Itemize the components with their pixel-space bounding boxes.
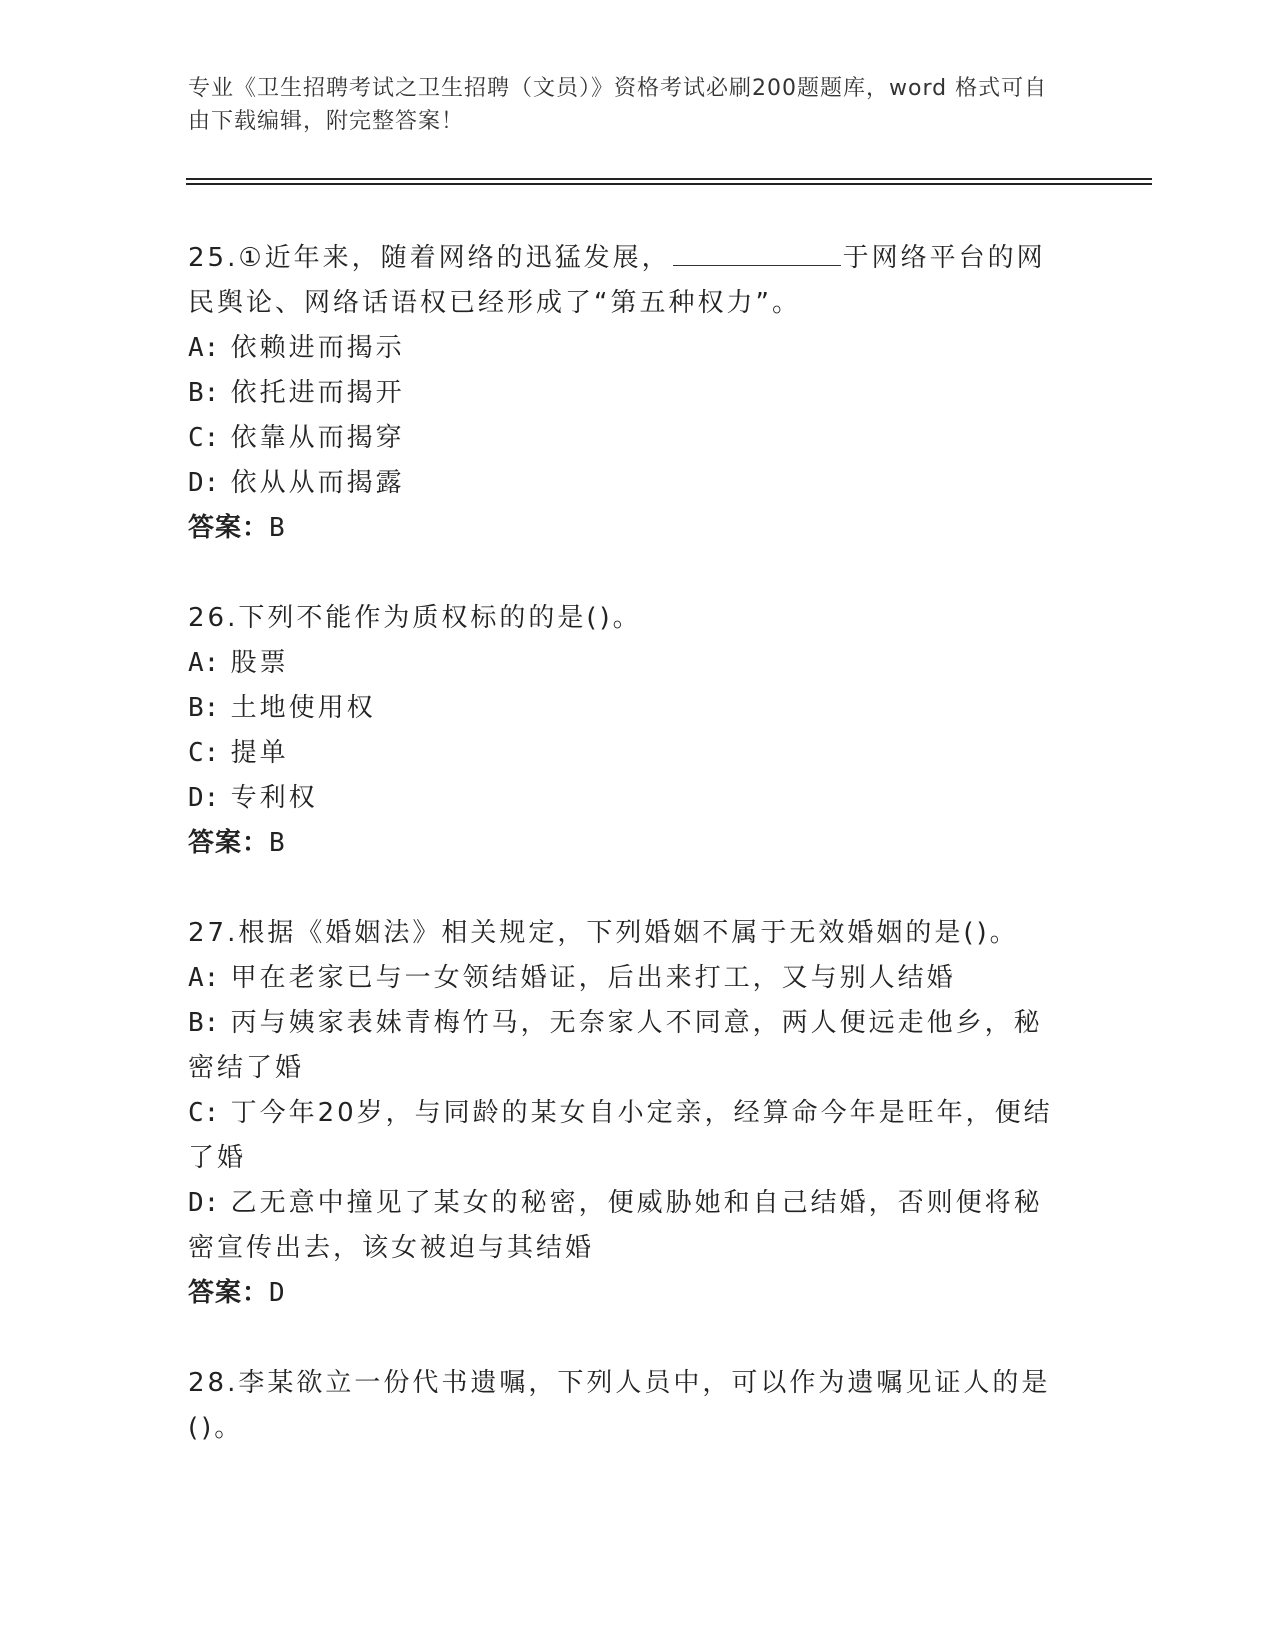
question-text [188, 596, 1068, 641]
answer-label: 答案： [188, 828, 270, 858]
option-letter: C: [188, 1098, 220, 1128]
answer-label: 答案： [188, 1278, 270, 1308]
option-letter: C: [188, 738, 220, 768]
question-text [188, 911, 1068, 956]
answer-line [188, 1271, 1068, 1316]
option-text: 甲在老家已与一女领结婚证，后出来打工，又与别人结婚 [230, 963, 956, 993]
option-letter: C: [188, 423, 220, 453]
option-a [188, 326, 1068, 371]
option-letter: D: [188, 468, 220, 498]
question-text [188, 1361, 1068, 1451]
option-text: 土地使用权 [230, 693, 376, 723]
option-b [188, 1001, 1068, 1091]
option-d [188, 461, 1068, 506]
answer-value: B [269, 828, 286, 858]
question-27 [188, 911, 1068, 1316]
option-letter: B: [188, 378, 220, 408]
fill-blank [673, 239, 841, 266]
option-text: 依靠从而揭穿 [230, 423, 405, 453]
question-list [188, 236, 1068, 1451]
question-text-part-2: 于网络平台的网民舆论、网络话语权已经形成了“第五种权力”。 [188, 243, 1046, 318]
option-b [188, 371, 1068, 416]
option-a [188, 956, 1068, 1001]
option-d [188, 776, 1068, 821]
answer-line [188, 821, 1068, 866]
option-b [188, 686, 1068, 731]
option-c [188, 731, 1068, 776]
header-divider-top [186, 178, 1152, 180]
question-26 [188, 596, 1068, 866]
option-d [188, 1181, 1068, 1271]
option-text: 丙与姨家表妹青梅竹马，无奈家人不同意，两人便远走他乡，秘密结了婚 [188, 1008, 1043, 1083]
question-number: 28. [188, 1368, 239, 1398]
option-letter: B: [188, 1008, 220, 1038]
option-text: 股票 [230, 648, 289, 678]
question-body: 下列不能作为质权标的的是()。 [238, 603, 642, 633]
document-header: 专业《卫生招聘考试之卫生招聘（文员）》资格考试必刷200题题库，word 格式可自由下载编辑，附完整答案！ [188, 76, 1048, 134]
question-number: 25. [188, 243, 239, 273]
answer-value: B [269, 513, 286, 543]
question-number: 27. [188, 918, 239, 948]
option-letter: A: [188, 648, 220, 678]
option-letter: A: [188, 963, 220, 993]
option-letter: B: [188, 693, 220, 723]
answer-line [188, 506, 1068, 551]
option-text: 提单 [230, 738, 289, 768]
option-a [188, 641, 1068, 686]
option-text: 丁今年20岁，与同龄的某女自小定亲，经算命今年是旺年，便结了婚 [188, 1098, 1053, 1173]
question-28 [188, 1361, 1068, 1451]
option-c [188, 416, 1068, 461]
option-letter: D: [188, 783, 220, 813]
question-text [188, 236, 1068, 326]
option-c [188, 1091, 1068, 1181]
option-text: 依赖进而揭示 [230, 333, 405, 363]
question-number: 26. [188, 603, 239, 633]
option-text: 依从从而揭露 [230, 468, 405, 498]
option-text: 乙无意中撞见了某女的秘密，便威胁她和自己结婚，否则便将秘密宣传出去，该女被迫与其结婚 [188, 1188, 1043, 1263]
question-25 [188, 236, 1068, 551]
option-text: 依托进而揭开 [230, 378, 405, 408]
answer-label: 答案： [188, 513, 270, 543]
option-text: 专利权 [230, 783, 318, 813]
question-text-part-1: ①近年来，随着网络的迅猛发展， [238, 243, 671, 273]
answer-value: D [269, 1278, 286, 1308]
header-divider-bottom [186, 183, 1152, 185]
option-letter: D: [188, 1188, 220, 1218]
question-body: 李某欲立一份代书遗嘱，下列人员中，可以作为遗嘱见证人的是()。 [188, 1368, 1051, 1443]
question-body: 根据《婚姻法》相关规定，下列婚姻不属于无效婚姻的是()。 [238, 918, 1019, 948]
option-letter: A: [188, 333, 220, 363]
